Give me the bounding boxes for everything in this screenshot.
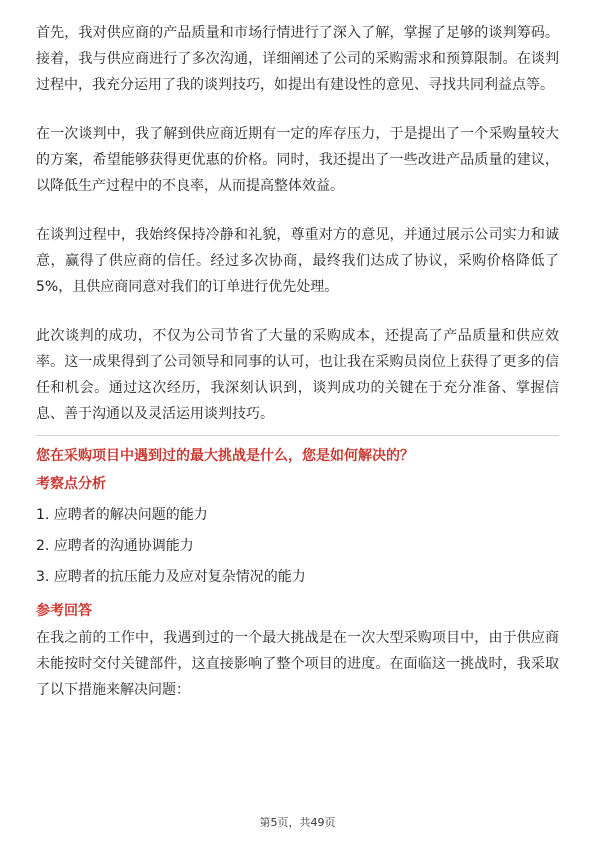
analysis-item: 2. 应聘者的沟通协调能力 [36, 538, 194, 554]
page-content [36, 20, 559, 703]
analysis-item: 3. 应聘者的抗压能力及应对复杂情况的能力 [36, 569, 306, 585]
answer-paragraph: 在我之前的工作中，我遇到过的一个最大挑战是在一次大型采购项目中，由于供应商未能按时交付关键部件，这直接影响了整个项目的进度。在面临这一挑战时，我采取了以下措施来解决问题： [36, 630, 559, 698]
body-paragraph: 此次谈判的成功，不仅为公司节省了大量的采购成本，还提高了产品质量和供应效率。这一成果得到了公司领导和同事的认可，也让我在采购员岗位上获得了更多的信任和机会。通过这次经历，我深刻认识到，谈判成功的关键在于充分准备、掌握信息、善于沟通以及灵活运用谈判技巧。 [36, 328, 559, 422]
body-paragraph: 在一次谈判中，我了解到供应商近期有一定的库存压力，于是提出了一个采购量较大的方案，希望能够获得更优惠的价格。同时，我还提出了一些改进产品质量的建议，以降低生产过程中的不良率，从而提高整体效益。 [36, 126, 559, 194]
page-footer: 第5页，共49页 [259, 816, 336, 829]
body-paragraph: 在谈判过程中，我始终保持冷静和礼貌，尊重对方的意见，并通过展示公司实力和诚意，赢得了供应商的信任。经过多次协商，最终我们达成了协议，采购价格降低了5%，且供应商同意对我们的订单进行优先处理。 [36, 227, 559, 295]
question-heading: 您在采购项目中遇到过的最大挑战是什么，您是如何解决的？ [36, 448, 414, 464]
analysis-item: 1. 应聘者的解决问题的能力 [36, 507, 208, 523]
section-divider [36, 435, 559, 436]
answer-heading: 参考回答 [36, 603, 92, 619]
body-paragraph: 首先，我对供应商的产品质量和市场行情进行了深入了解，掌握了足够的谈判筹码。接着，我与供应商进行了多次沟通，详细阐述了公司的采购需求和预算限制。在谈判过程中，我充分运用了我的谈判技巧，如提出有建设性的意见、寻找共同利益点等。 [36, 25, 559, 93]
analysis-heading: 考察点分析 [36, 476, 106, 492]
